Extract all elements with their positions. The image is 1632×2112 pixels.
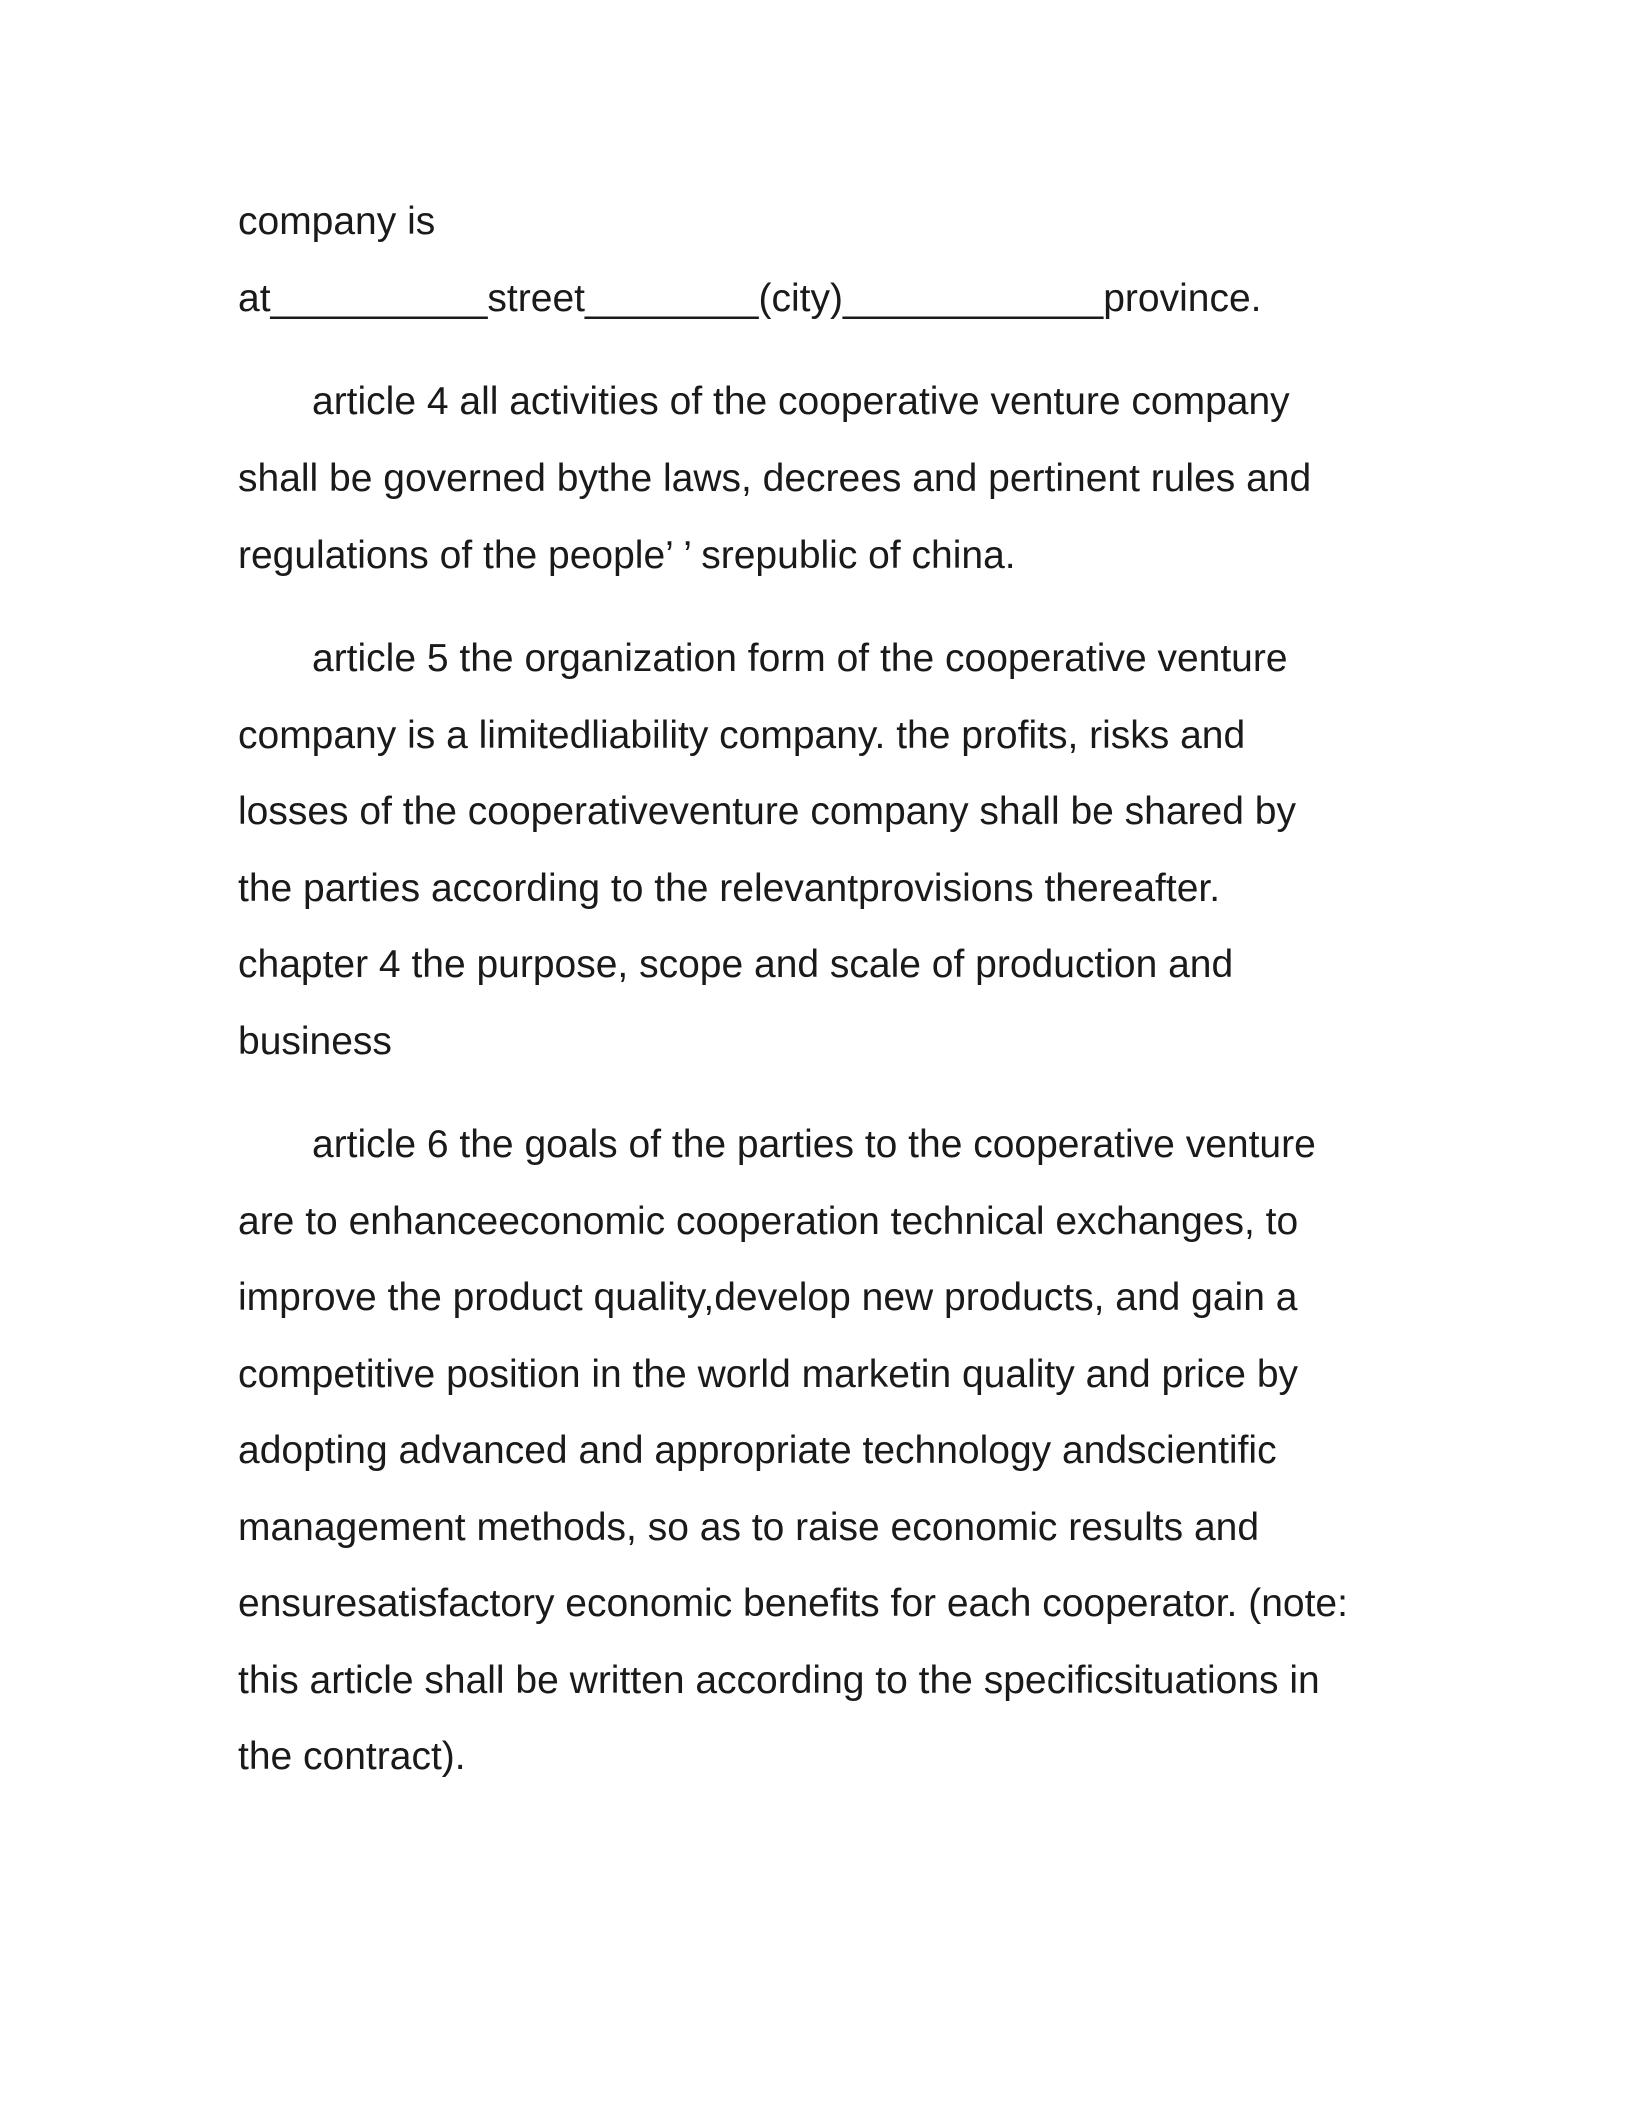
chapter-4-heading-cont: business	[238, 1020, 392, 1063]
text-line: this article shall be written according to the specificsituations in	[238, 1659, 1320, 1702]
text-line: losses of the cooperativeventure company shall be shared by	[238, 790, 1296, 833]
text-line: are to enhanceeconomic cooperation technical exchanges, to	[238, 1200, 1299, 1243]
text-line: management methods, so as to raise economic results and	[238, 1506, 1260, 1549]
chapter-4-heading: chapter 4 the purpose, scope and scale of production and	[238, 943, 1234, 986]
article-5-first-line: article 5 the organization form of the cooperative venture	[312, 637, 1288, 680]
text-line: ensuresatisfactory economic benefits for each cooperator. (note:	[238, 1582, 1348, 1625]
text-line: the parties according to the relevantprovisions thereafter.	[238, 867, 1221, 910]
article-6-first-line: article 6 the goals of the parties to the cooperative venture	[312, 1123, 1316, 1166]
text-line: at__________street________(city)____________province.	[238, 277, 1262, 320]
text-line: shall be governed bythe laws, decrees and pertinent rules and	[238, 457, 1312, 500]
article-4-first-line: article 4 all activities of the cooperative venture company	[312, 380, 1290, 423]
text-line: improve the product quality,develop new products, and gain a	[238, 1276, 1298, 1319]
text-line: adopting advanced and appropriate technology andscientific	[238, 1429, 1277, 1472]
text-line: company is	[238, 200, 436, 243]
text-line: company is a limitedliability company. the profits, risks and	[238, 714, 1246, 757]
text-line: competitive position in the world marketin quality and price by	[238, 1353, 1299, 1396]
text-line: the contract).	[238, 1735, 466, 1778]
text-line: regulations of the people’ ’ srepublic of china.	[238, 534, 1016, 577]
